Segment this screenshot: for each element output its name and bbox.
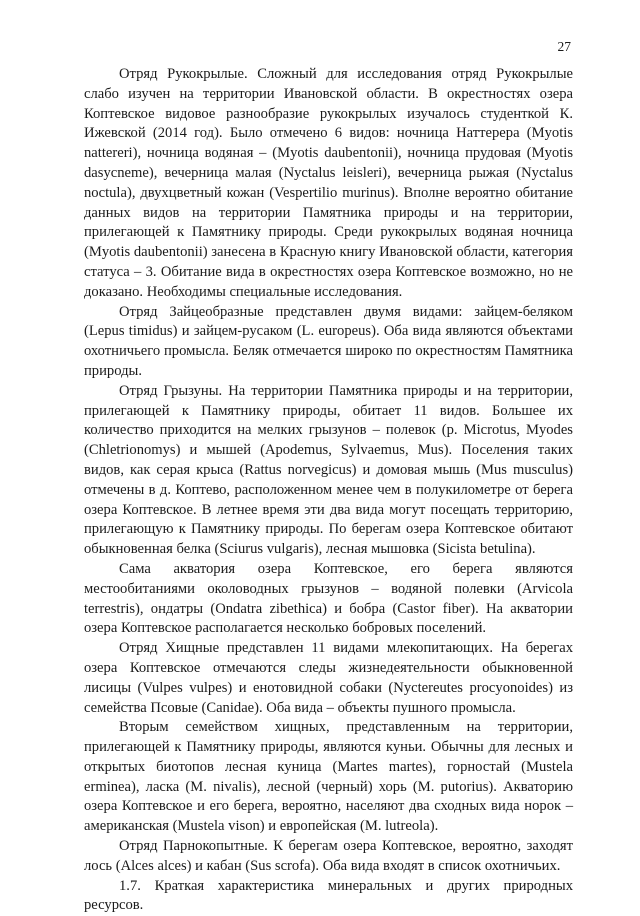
paragraph-rodentia: Отряд Грызуны. На территории Памятника природы и на территории, прилегающей к Памятнику природы, обитает 11 видов. Большее их количество приходится на мелких грызунов – полевок (р. Microtus, Myodes (Chletrionomys) и мышей (Apodemus, Sylvaemus, Mus). Поселения таких видов, как серая крыса (Rattus norvegicus) и домовая мышь (Mus musculus) отмечены в д. Коптево, расположенном менее чем в полукилометре от берега озера Коптевское. В летнее время эти два вида могут посещать территорию, прилегающую к Памятнику природы. По берегам озера Коптевское обитают обыкновенная белка (Sciurus vulgaris), лесная мышовка (Sicista betulina). — [84, 382, 573, 558]
paragraph-artiodactyla: Отряд Парнокопытные. К берегам озера Коптевское, вероятно, заходят лось (Alces alces) и кабан (Sus scrofa). Оба вида входят в список охотничьих. — [84, 838, 573, 874]
paragraph-mustelidae: Вторым семейством хищных, представленным на территории, прилегающей к Памятнику природы, являются куньи. Обычны для лесных и открытых биотопов лесная куница (Martes martes), горностай (Mustela erminea), ласка (M. nivalis), лесной (черный) хорь (M. putorius). Акваторию озера Коптевское и его берега, вероятно, населяют два сходных вида норок – американская (Mustela vison) и европейская (M. lutreola). — [84, 719, 573, 835]
paragraph-carnivora: Отряд Хищные представлен 11 видами млекопитающих. На берегах озера Коптевское отмечаются следы жизнедеятельности обыкновенной лисицы (Vulpes vulpes) и енотовидной собаки (Nyctereutes procyonoides) из семейства Псовые (Canidae). Оба вида – объекты пушного промысла. — [84, 640, 573, 716]
page-number: 27 — [557, 39, 571, 54]
paragraph-lagomorpha: Отряд Зайцеобразные представлен двумя видами: зайцем-беляком (Lepus timidus) и зайцем-русаком (L. europeus). Оба вида являются объектами охотничьего промысла. Беляк отмечается широко по окрестностям Памятника природы. — [84, 303, 573, 379]
page-content — [84, 65, 573, 916]
section-heading-1-7: 1.7. Краткая характеристика минеральных и других природных ресурсов. — [84, 877, 573, 914]
paragraph-chiroptera: Отряд Рукокрылые. Сложный для исследования отряд Рукокрылые слабо изучен на территории Ивановской области. В окрестностях озера Коптевское видовое разнообразие рукокрылых изучалось студенткой К. Ижевской (2014 год). Было отмечено 6 видов: ночница Наттерера (Myotis nattereri), ночница водяная – (Myotis daubentonii), ночница прудовая (Myotis dasycneme), вечерница малая (Nyctalus leisleri), вечерница рыжая (Nyctalus noctula), двухцветный кожан (Vespertilio murinus). Вполне вероятно обитание данных видов на территории Памятника природы и на территории, прилегающей к Памятнику природы. Среди рукокрылых водяная ночница (Myotis daubentonii) занесена в Красную книгу Ивановской области, категория статуса – 3. Обитание вида в окрестностях озера Коптевское возможно, но не доказано. Необходимы специальные исследования. — [84, 66, 573, 300]
paragraph-aquatic-rodents: Сама акватория озера Коптевское, его берега являются местообитаниями околоводных грызунов – водяной полевки (Arvicola terrestris), ондатры (Ondatra zibethica) и бобра (Castor fiber). На акватории озера Коптевское располагается несколько бобровых поселений. — [84, 560, 573, 637]
